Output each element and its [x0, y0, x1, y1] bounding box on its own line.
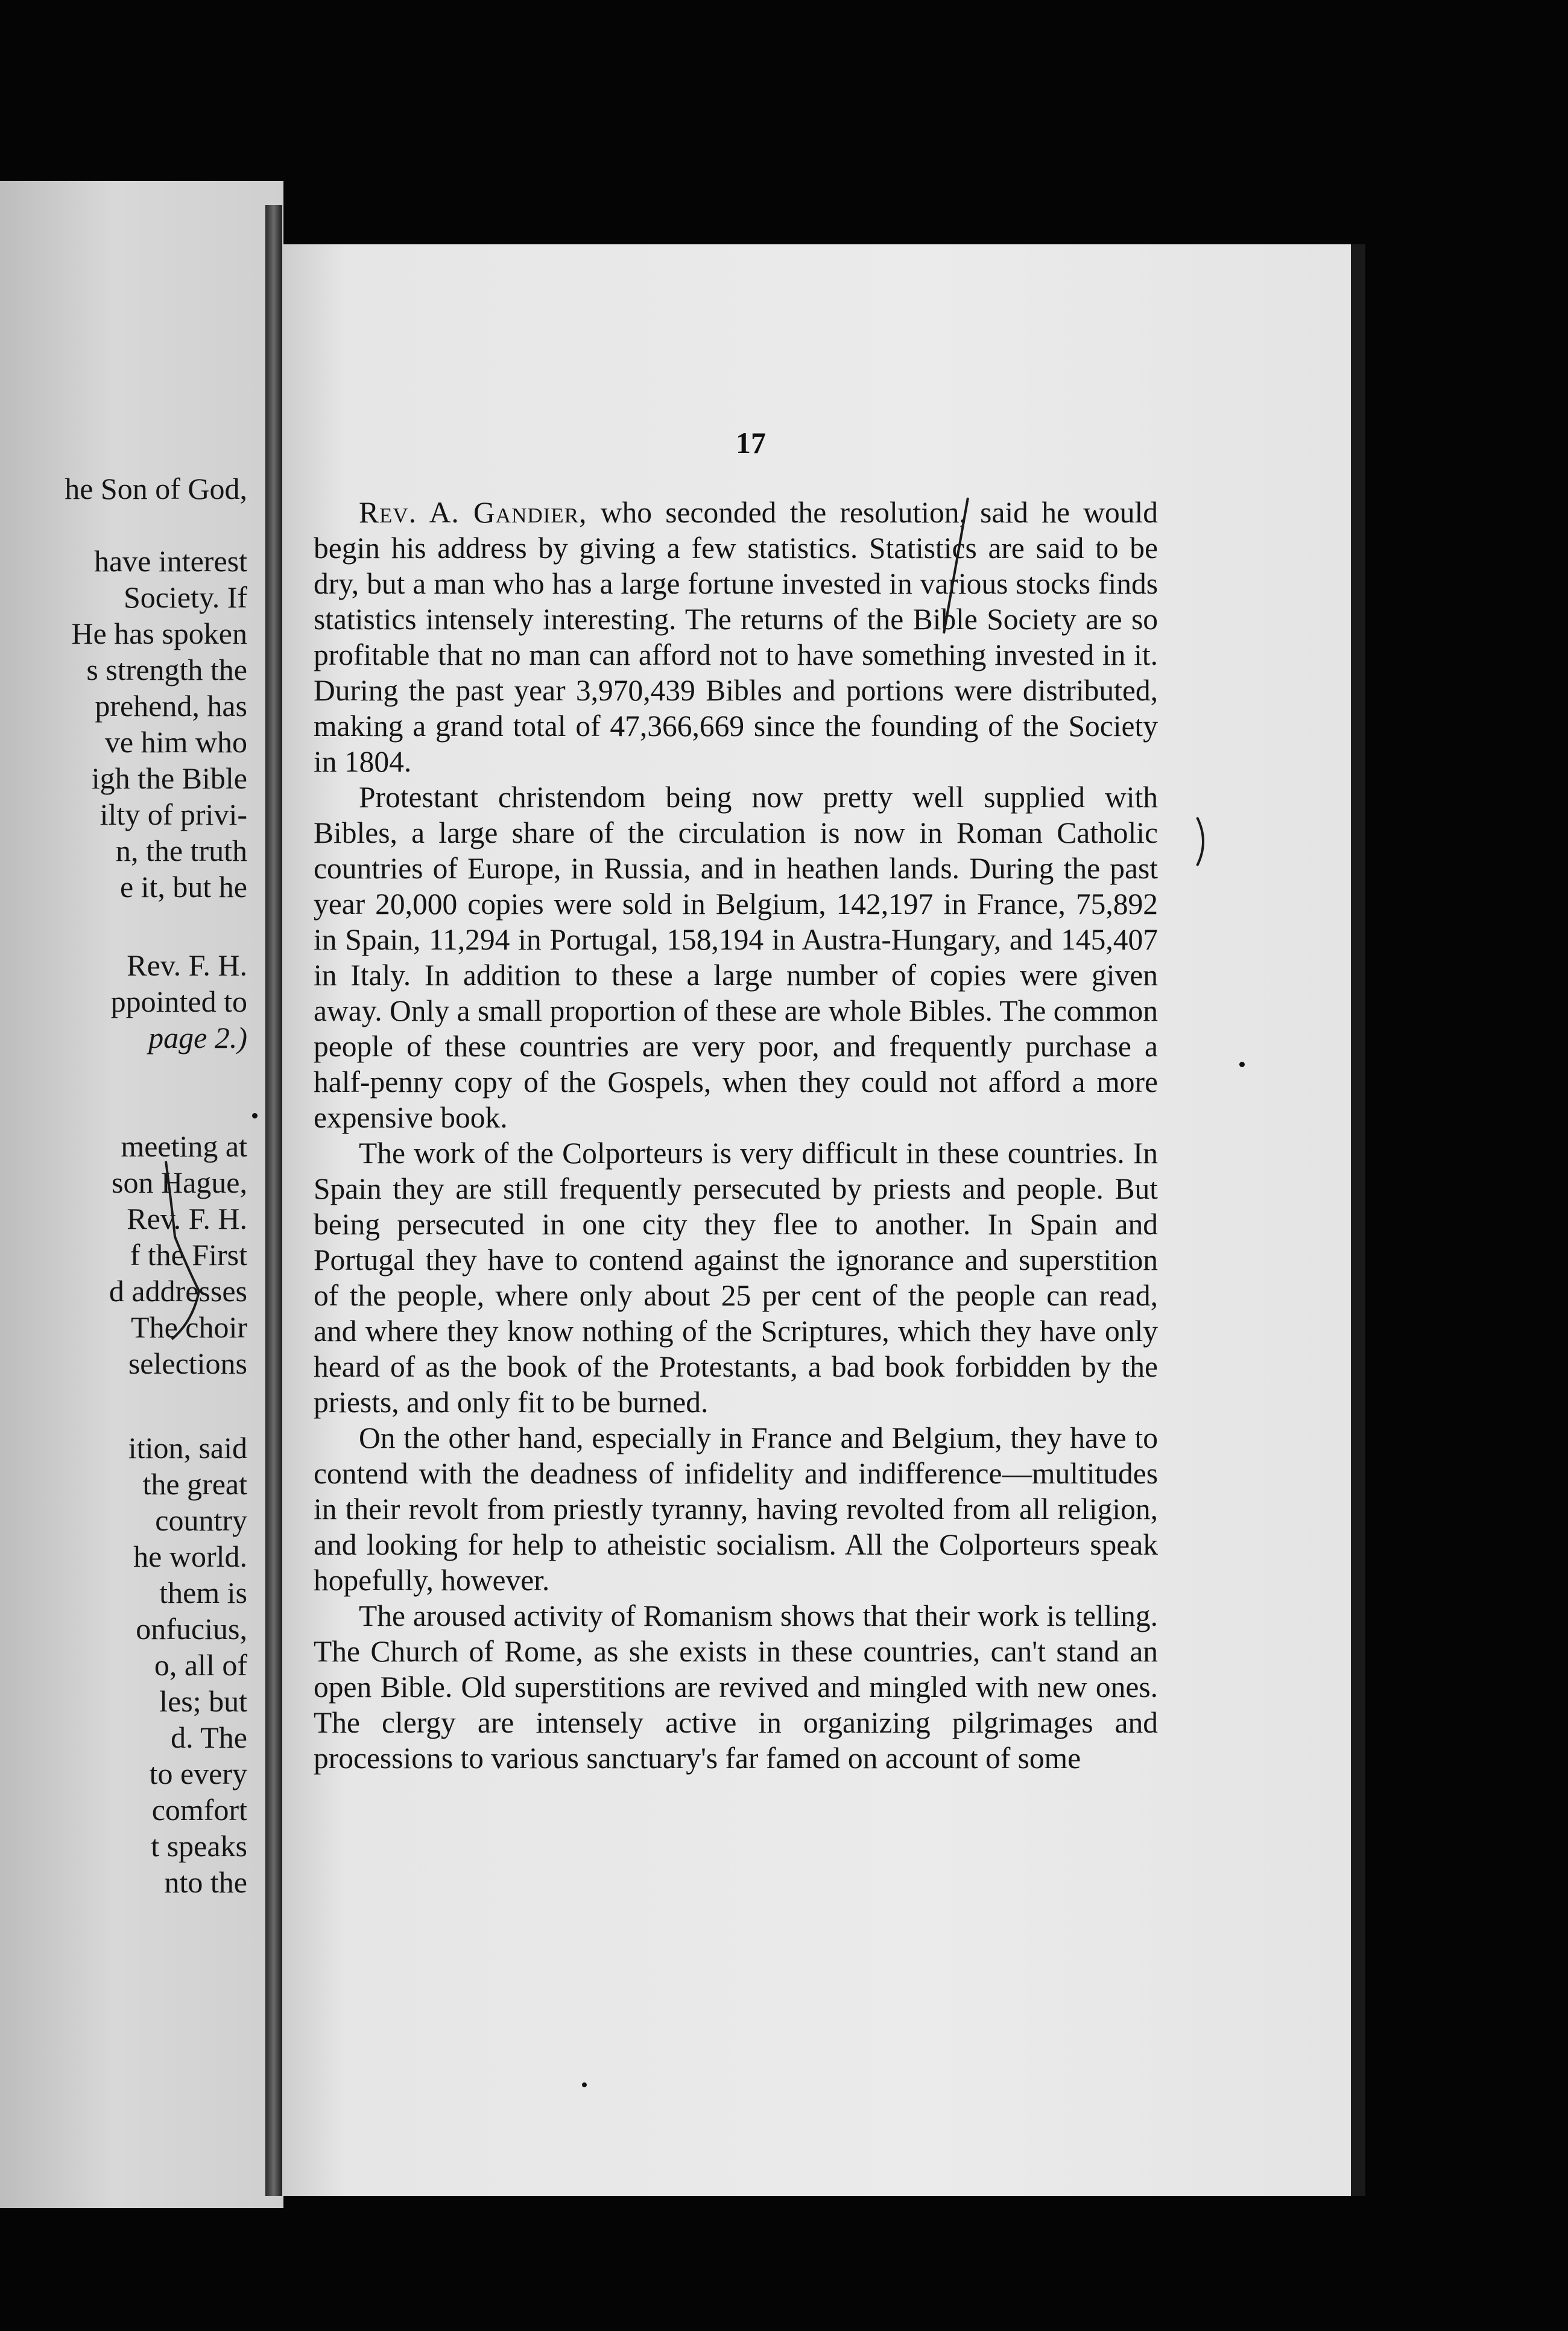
paragraph-text: Protestant christendom being now pretty well supplied with Bibles, a large share of the circulation is now in Roman Catholic countries of Europe, in Russia, and in heathen lands. During the past year 20,000 copies were sold in Belgium, 142,197 in France, 75,892 in Spain, 11,294 in Portugal, 158,194 in Austra-Hungary, and 145,407 in Italy. In addition to these a large number of copies were given away. Only a small proportion of these are whole Bibles. The common people of these countries are very poor, and frequently purchase a half-penny copy of the Gospels, when they could not afford a more expensive book. — [314, 781, 1158, 1134]
left-line: Society. If — [123, 580, 247, 614]
left-line: o, all of — [154, 1648, 247, 1682]
left-line: to every — [149, 1757, 247, 1790]
left-line: ition, said — [128, 1431, 247, 1465]
speck — [252, 1113, 258, 1118]
left-line: les; but — [159, 1684, 247, 1718]
left-line: Rev. F. H. — [127, 948, 247, 982]
left-line: prehend, has — [95, 689, 247, 723]
left-line: the great — [142, 1467, 247, 1501]
left-line: t speaks — [151, 1829, 247, 1863]
left-line: he world. — [133, 1540, 247, 1573]
left-line: country — [155, 1503, 247, 1537]
body-text — [314, 495, 1158, 1776]
page-edge — [1351, 244, 1365, 2196]
left-line: s strength the — [86, 653, 247, 687]
paragraph — [314, 1598, 1158, 1776]
paragraph — [314, 495, 1158, 779]
paragraph — [314, 779, 1158, 1135]
left-line: The choir — [131, 1310, 247, 1344]
left-line: ppointed to — [110, 985, 247, 1018]
paragraph — [314, 1420, 1158, 1598]
pencil-mark — [932, 495, 980, 639]
left-line: selections — [128, 1346, 247, 1380]
paragraph-text: The work of the Colporteurs is very difficult in these countries. In Spain they are still frequently persecuted by priests and people. But being persecuted in one city they flee to another. In Spain and Portugal they have to contend against the ignorance and superstition of the people, where only about 25 per cent of the people can read, and where they know nothing of the Scriptures, which they have only heard of as the book of the Protestants, a bad book forbidden by the priests, and only fit to be burned. — [314, 1137, 1158, 1419]
left-line: f the First — [130, 1238, 247, 1272]
paragraph-text: who seconded the resolution, said he would begin his address by giving a few statistics. Statistics are said to be dry, but a man who has a large fortune invested in various stocks finds statistics intensely interesting. The returns of the Bible Society are so profitable that no man can afford not to have something invested in it. During the past year 3,970,439 Bibles and portions were distributed, making a grand total of 47,366,669 since the founding of the Society in 1804. — [314, 496, 1158, 778]
page-number: 17 — [736, 426, 766, 460]
left-line: n, the truth — [115, 834, 247, 867]
margin-mark — [1191, 814, 1215, 869]
left-line: them is — [159, 1576, 247, 1610]
left-line: have interest — [93, 544, 247, 578]
left-line: d addresses — [109, 1274, 247, 1308]
speck — [582, 2082, 587, 2087]
left-page — [0, 181, 283, 2208]
left-line: comfort — [151, 1793, 247, 1827]
left-line: son Hague, — [112, 1166, 247, 1199]
left-line: nto the — [164, 1865, 247, 1899]
paragraph-text: On the other hand, especially in France and Belgium, they have to contend with the deadness of infidelity and indifference—multitudes in their revolt from priestly tyranny, having revolted from all religion, and looking for help to atheistic socialism. All the Colporteurs speak hopefully, however. — [314, 1421, 1158, 1597]
bracket-mark — [163, 1158, 211, 1351]
left-line: e it, but he — [119, 870, 247, 904]
left-line: Rev. F. H. — [127, 1202, 247, 1235]
left-line: He has spoken — [71, 617, 247, 650]
left-line: ve him who — [104, 725, 247, 759]
left-line: page 2.) — [148, 1021, 247, 1054]
speaker-name: Rev. A. Gandier, — [359, 496, 587, 529]
speck — [1239, 1062, 1245, 1067]
left-line: he Son of God, — [65, 472, 247, 506]
page-gutter — [265, 205, 282, 2196]
left-line: d. The — [171, 1720, 247, 1754]
left-line: igh the Bible — [91, 761, 247, 795]
paragraph-text: The aroused activity of Romanism shows that their work is telling. The Church of Rome, as she exists in these countries, can't stand an open Bible. Old superstitions are revived and mingled with new ones. The clergy are intensely active in organizing pilgrimages and processions to various sanctuary's far famed on account of some — [314, 1599, 1158, 1775]
paragraph — [314, 1135, 1158, 1420]
left-line: meeting at — [121, 1129, 247, 1163]
left-line: onfucius, — [136, 1612, 247, 1646]
left-line: ilty of privi- — [100, 798, 247, 831]
